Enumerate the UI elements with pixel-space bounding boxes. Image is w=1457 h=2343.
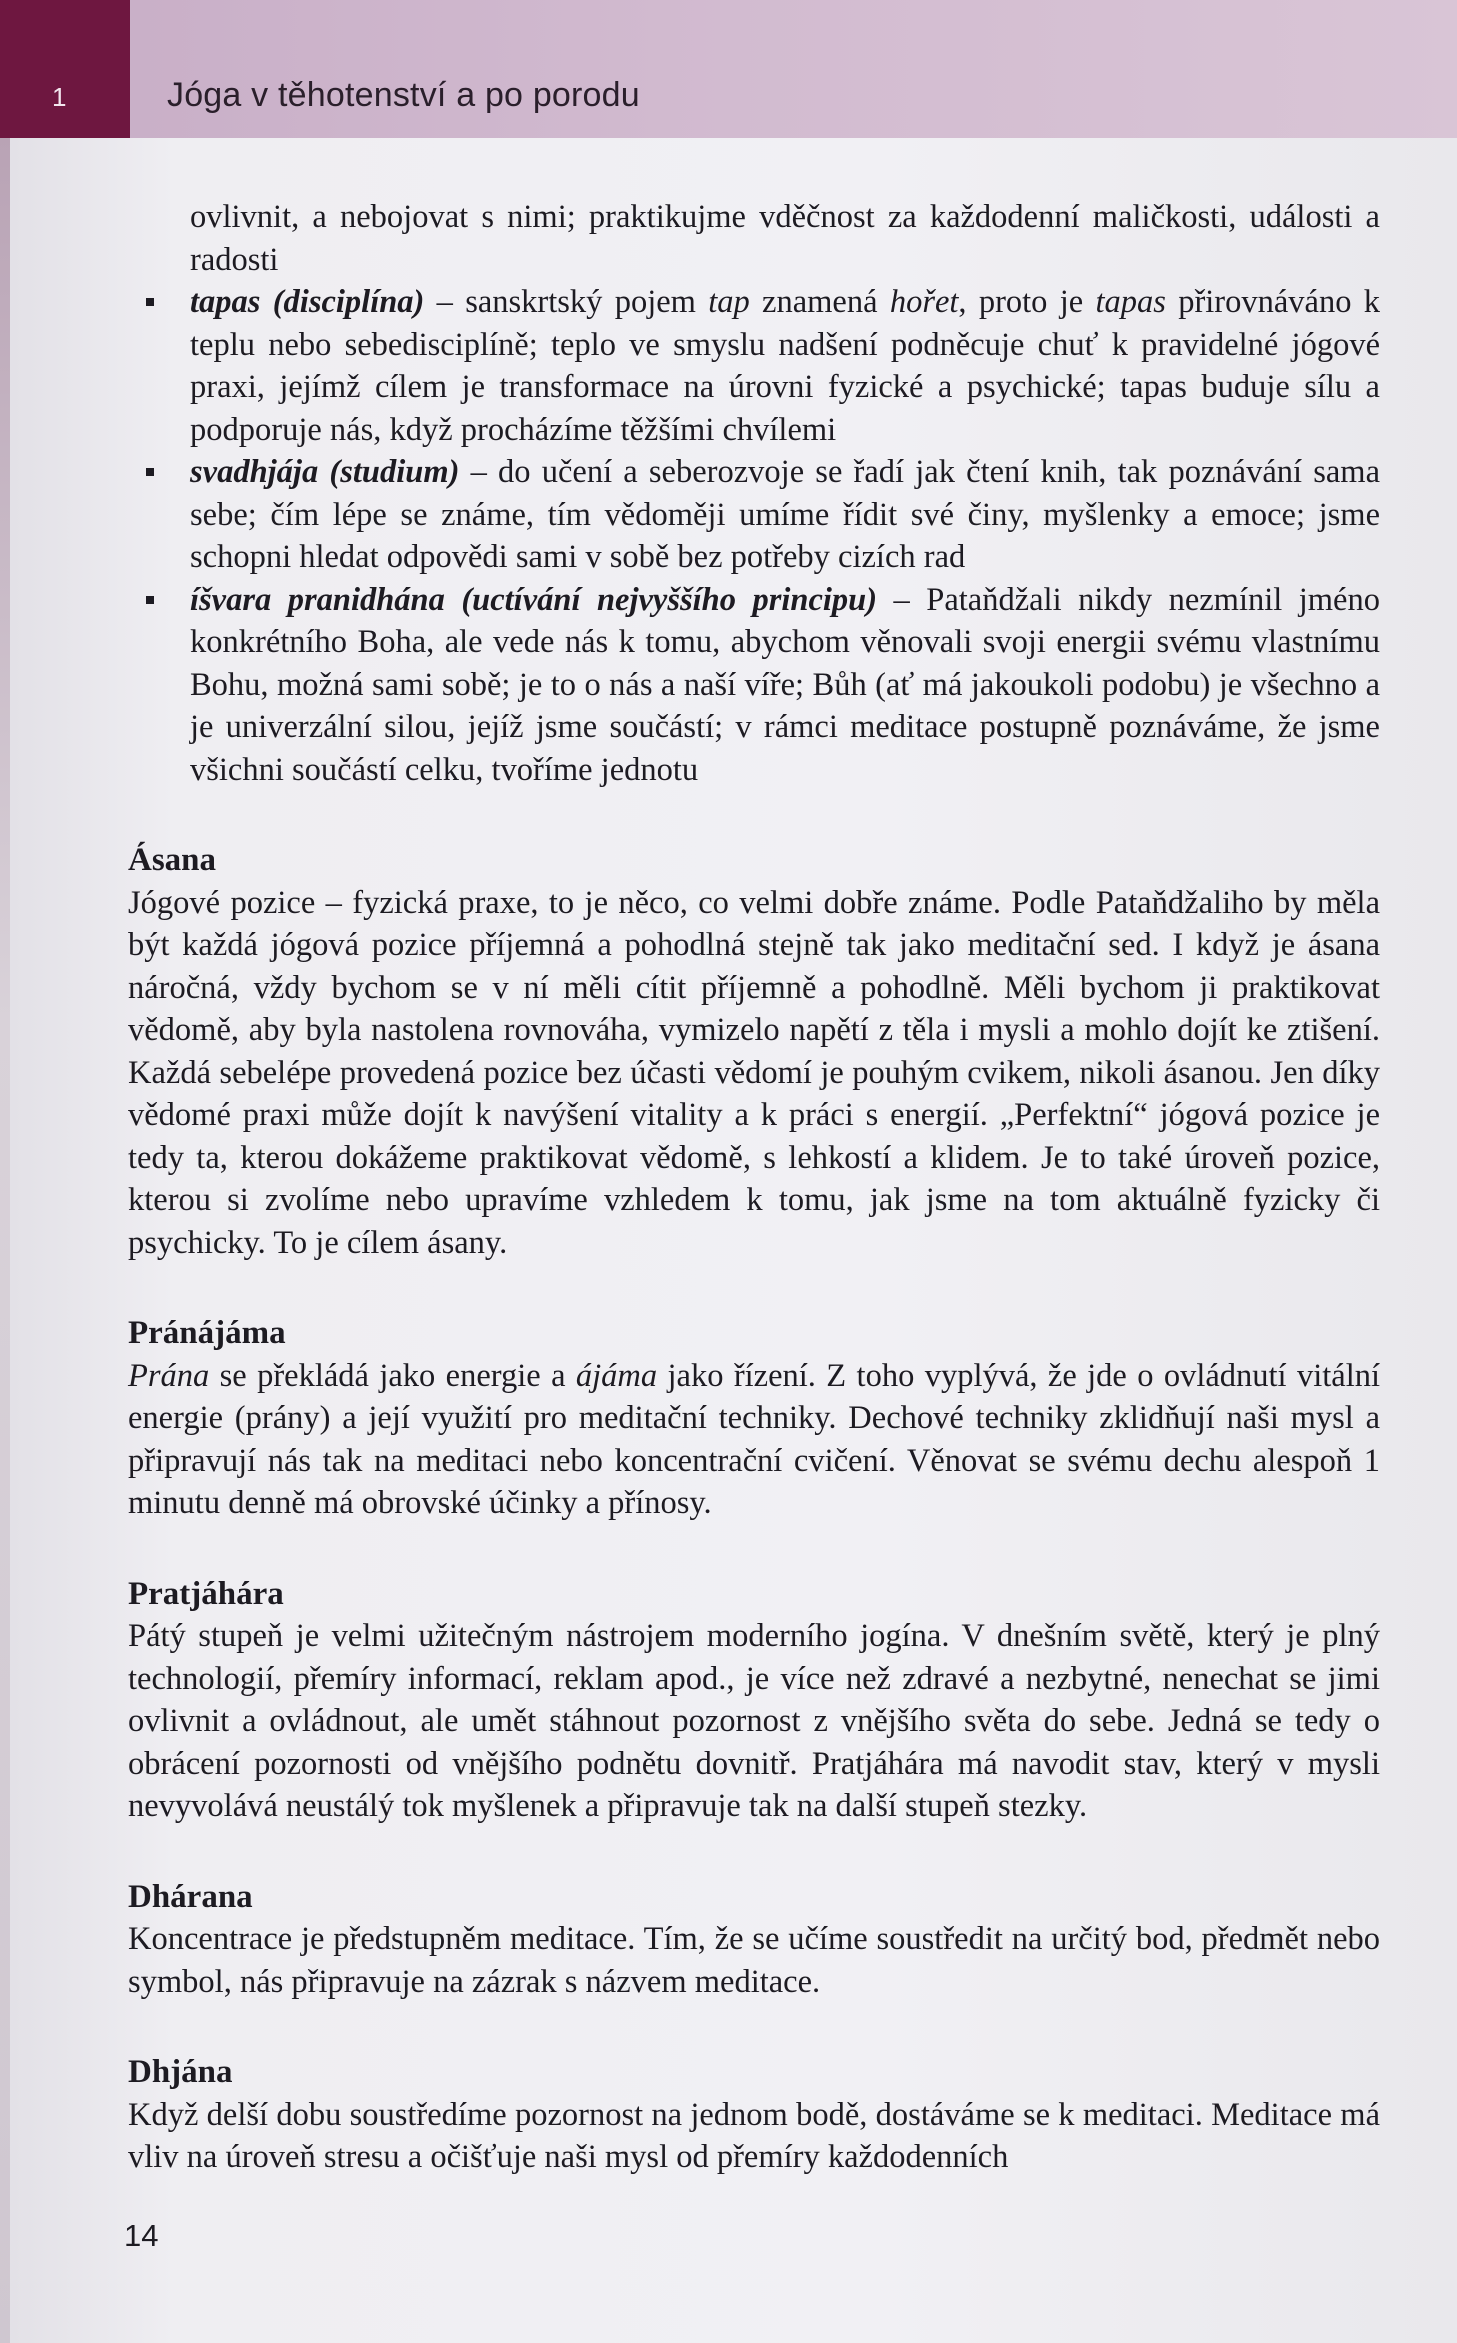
list-text: – sanskrtský pojem xyxy=(424,284,709,320)
bullet-icon xyxy=(146,596,154,604)
header-band xyxy=(0,0,1457,138)
list-text: přirovnáváno k teplu nebo sebedisciplíně; teplo ve smyslu nadšení podněcuje chuť k pravidelné jógové praxi, jejímž cílem je transformace na úrovni fyzické a psychické; tapas buduje sílu a podporuje nás, když procházíme těžšími chvílemi xyxy=(190,284,1380,448)
intro-continuation: ovlivnit, a nebojovat s nimi; praktikujme vděčnost za každodenní maličkosti, události a radosti xyxy=(190,199,1380,278)
section-dharana xyxy=(128,1876,1380,2004)
emphasis-prana: Prána xyxy=(128,1357,210,1394)
list-text: , proto je xyxy=(958,284,1096,320)
section-heading: Dhjána xyxy=(128,2054,233,2090)
chapter-tab xyxy=(0,0,130,138)
list-item-svadhjaja xyxy=(128,451,1380,579)
section-text: Koncentrace je předstupněm meditace. Tím, že se učíme soustředit na určitý bod, předmět nebo symbol, nás připravuje na zázrak s názvem meditace. xyxy=(128,1921,1380,2000)
section-asana xyxy=(128,839,1380,1264)
section-text: Pátý stupeň je velmi užitečným nástrojem moderního jogína. V dnešním světě, který je plný technologií, přemíry informací, reklam apod., je více než zdravé a nezbytné, nenechat se jimi ovlivnit a ovládnout, ale umět stáhnout pozornost z vnějšího světa do sebe. Jedná se tedy o obrácení pozornosti od vnějšího podnětu dovnitř. Pratjáhára má navodit stav, který v mysli nevyvolává neustálý tok myšlenek a připravuje tak na další stupeň stezky. xyxy=(128,1618,1380,1824)
text-run: jako řízení. Z toho vyplývá, že jde o ovládnutí vitální energie (prány) a její využití pro meditační techniky. Dechové techniky zklidňují naši mysl a připravují nás tak na meditaci nebo koncentrační cvičení. Věnovat se svému dechu alespoň 1 minutu denně má obrovské účinky a přínosy. xyxy=(128,1357,1380,1521)
term-isvara: íšvara pranidhána (uctívání nejvyššího principu) xyxy=(190,581,878,618)
page-edge xyxy=(0,138,10,2343)
list-text: znamená xyxy=(749,284,890,320)
section-heading: Pránájáma xyxy=(128,1315,286,1351)
list-text: – do učení a seberozvoje se řadí jak čtení knih, tak poznávání sama sebe; čím lépe se známe, tím vědoměji umíme řídit své činy, myšlenky a emoce; jsme schopni hledat odpovědi sami v sobě bez potřeby cizích rad xyxy=(190,454,1380,575)
page-content xyxy=(128,196,1380,2179)
section-heading: Dhárana xyxy=(128,1878,253,1915)
text-run: se překládá jako energie a xyxy=(209,1357,576,1394)
section-pratjahara xyxy=(128,1573,1380,1828)
list-item-isvara xyxy=(128,579,1380,792)
term-svadhjaja: svadhjája (studium) xyxy=(190,454,460,490)
section-text: Jógové pozice – fyzická praxe, to je něco, co velmi dobře známe. Podle Pataňdžaliho by měla být každá jógová pozice příjemná a pohodlná stejně tak jako meditační sed. I když je ásana náročná, vždy bychom se v ní měli cítit příjemně a pohodlně. Měli bychom ji praktikovat vědomě, aby byla nastolena rovnováha, vymizelo napětí z těla i mysli a mohlo dojít ke ztišení. Každá sebelépe provedená pozice bez účasti vědomí je pouhým cvikem, nikoli ásanou. Jen díky vědomé praxi může dojít k navýšení vitality a k práci s energií. „Perfektní“ jógová pozice je tedy ta, kterou dokážeme praktikovat vědomě, s lehkostí a klidem. Je to také úroveň pozice, kterou si zvolíme nebo upravíme vzhledem k tomu, jak jsme na tom aktuálně fyzicky či psychicky. To je cílem ásany. xyxy=(128,884,1380,1261)
emphasis-tapas: tapas xyxy=(1095,284,1166,320)
emphasis-ajama: ájáma xyxy=(575,1357,658,1394)
list-item-tapas xyxy=(128,281,1380,451)
term-tapas: tapas (disciplína) xyxy=(190,284,425,320)
section-dhjana xyxy=(128,2051,1380,2179)
section-heading: Ásana xyxy=(128,842,217,878)
bullet-icon xyxy=(146,298,154,306)
niyama-list xyxy=(128,281,1380,791)
section-text: Když delší dobu soustředíme pozornost na jednom bodě, dostáváme se k meditaci. Meditace má vliv na úroveň stresu a očišťuje naši mysl od přemíry každodenních xyxy=(128,2096,1380,2175)
section-pranajama xyxy=(128,1312,1380,1525)
page-number: 14 xyxy=(124,2218,159,2253)
emphasis-tap: tap xyxy=(708,284,750,320)
list-text: – Pataňdžali nikdy nezmínil jméno konkrétního Boha, ale vede nás k tomu, abychom věnovali svoji energii svému vlastnímu Bohu, možná sami sobě; je to o nás a naší víře; Bůh (ať má jakoukoli podobu) je všechno a je univerzální silou, jejíž jsme součástí; v rámci meditace postupně poznáváme, že jsme všichni součástí celku, tvoříme jednotu xyxy=(190,581,1380,788)
chapter-number: 1 xyxy=(52,82,67,112)
section-heading: Pratjáhára xyxy=(128,1575,284,1612)
section-text xyxy=(128,1355,1380,1525)
emphasis-horet: hořet xyxy=(889,284,959,320)
bullet-icon xyxy=(146,468,154,476)
running-head: Jóga v těhotenství a po porodu xyxy=(167,76,640,114)
